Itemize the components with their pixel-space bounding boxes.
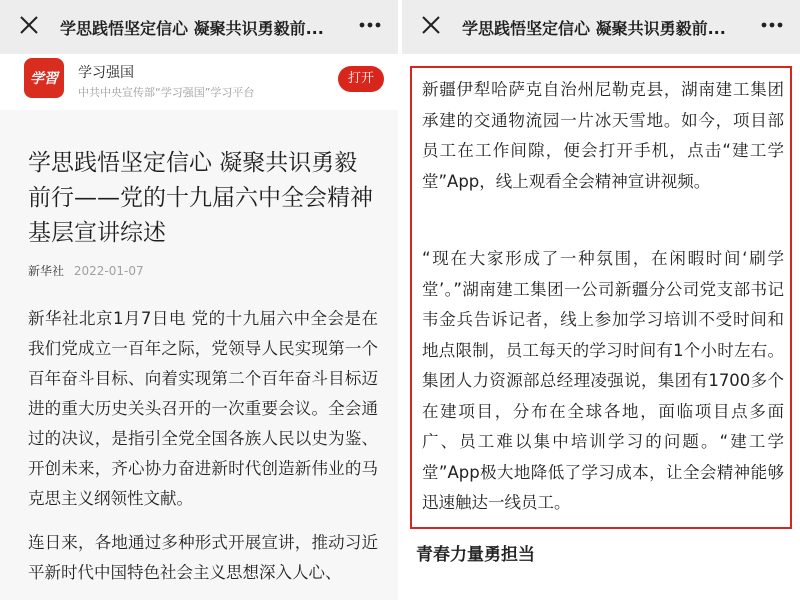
close-icon[interactable] — [420, 14, 442, 36]
close-icon[interactable] — [18, 14, 40, 36]
top-nav-bar — [402, 0, 800, 54]
open-app-button[interactable]: 打开 — [338, 66, 384, 92]
app-name: 学习强国 — [78, 65, 134, 81]
article-paragraph: 连日来，各地通过多种形式开展宣讲，推动习近平新时代中国特色社会主义思想深入人心、 — [28, 533, 378, 582]
article-paragraph: 新华社北京1月7日电 党的十九届六中全会是在我们党成立一百年之际，党领导人民实现第一个百年奋斗目标、向着实现第二个百年奋斗目标迈进的重大历史关头召开的一次重要会议。全会通过的决议，是指引全党全国各族人民以史为鉴、开创未来，齐心协力奋进新时代创造新伟业的马克思主义纲领性文献。 — [28, 309, 378, 508]
article-body — [402, 54, 800, 600]
left-article-screen — [0, 0, 398, 600]
top-nav-bar — [0, 0, 398, 54]
more-options-icon[interactable] — [358, 17, 382, 33]
page-title: 学思践悟坚定信心 凝聚共识勇毅前... — [462, 19, 726, 38]
article-meta — [28, 262, 144, 279]
article-body — [0, 110, 398, 600]
section-heading: 青春力量勇担当 — [416, 545, 535, 565]
article-headline: 学思践悟坚定信心 凝聚共识勇毅前行——党的十九届六中全会精神基层宣讲综述 — [28, 150, 373, 246]
right-article-screen — [402, 0, 800, 600]
article-date: 2022-01-07 — [73, 264, 144, 278]
xuexi-logo: 学習 — [24, 58, 64, 98]
app-promo-bar — [0, 54, 398, 106]
page-title: 学思践悟坚定信心 凝聚共识勇毅前... — [60, 19, 324, 38]
article-paragraph: 新疆伊犁哈萨克自治州尼勒克县，湖南建工集团承建的交通物流园一片冰天雪地。如今，项目部员工在工作间隙，便会打开手机，点击“建工学堂”App，线上观看全会精神宣讲视频。 — [422, 80, 784, 191]
article-source[interactable]: 新华社 — [28, 264, 65, 278]
app-subtitle: 中共中央宣传部“学习强国”学习平台 — [78, 86, 255, 99]
highlight-box — [410, 66, 792, 529]
more-options-icon[interactable] — [760, 17, 784, 33]
article-paragraph: “现在大家形成了一种氛围，在闲暇时间‘刷学堂’。”湖南建工集团一公司新疆分公司党支部书记韦金兵告诉记者，线上参加学习培训不受时间和地点限制，员工每天的学习时间有1个小时左右。集团人力资源部总经理凌强说，集团有1700多个在建项目，分布在全球各地，面临项目点多面广、员工难以集中培训学习的问题。“建工学堂”App极大地降低了学习成本，让全会精神能够迅速触达一线员工。 — [422, 249, 784, 512]
